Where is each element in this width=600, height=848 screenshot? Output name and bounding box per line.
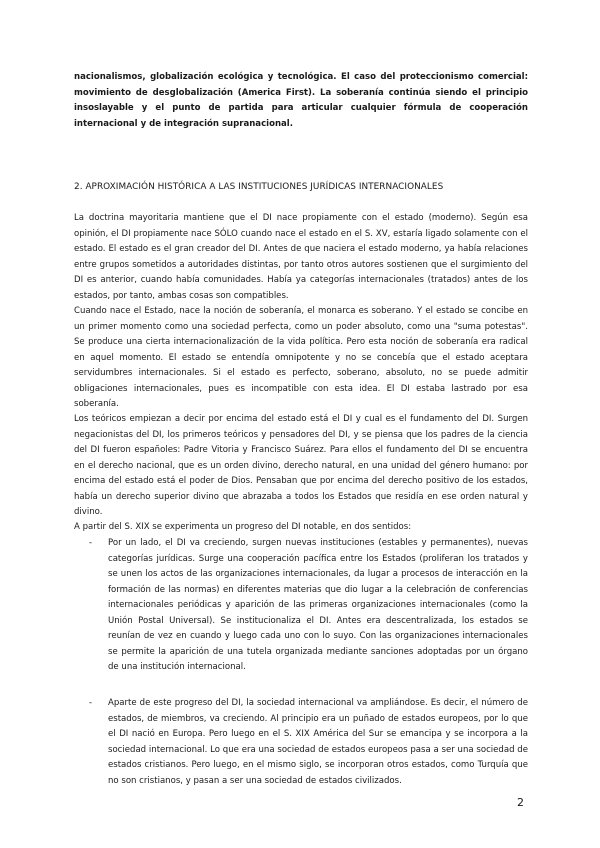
intro-paragraph: nacionalismos, globalización ecológica y tecnológica. El caso del proteccionismo comercial: movimiento de desglobalización (America First). La soberanía continúa siendo el principio insoslayable y el punto de partida para articular cualquier fórmula de cooperación internacional y de integración supranacional. (74, 72, 528, 129)
page-number: 2 (517, 796, 524, 809)
paragraph-2: Cuando nace el Estado, nace la noción de soberanía, el monarca es soberano. Y el estado se concibe en un primer momento como una sociedad perfecta, como un poder absoluto, como una "suma potestas". Se produce una cierta internacionalización de la vida política. Pero esta noción de soberanía era radical en aquel momento. El estado se entendía omnipotente y no se concebía que el estado aceptara servidumbres internacionales. Si el estado es perfecto, soberano, absoluto, no se puede admitir obligaciones internacionales, pues es incompatible con esta idea. El DI estaba lastrado por esa soberanía. (74, 306, 528, 409)
section-heading: 2. APROXIMACIÓN HISTÓRICA A LAS INSTITUCIONES JURÍDICAS INTERNACIONALES (74, 182, 444, 192)
list-item-text: Aparte de este progreso del DI, la sociedad internacional va ampliándose. Es decir, el número de estados, de miembros, va creciendo. Al principio era un puñado de estados europeos, por lo que el DI nació en Europa. Pero luego en el S. XIX América del Sur se emancipa y se incorpora a la sociedad internacional. Lo que era una sociedad de estados europeos pasa a ser una sociedad de estados cristianos. Pero luego, en el mismo siglo, se incorporan otros estados, como Turquía que no son cristianos, y pasan a ser una sociedad de estados civilizados. (108, 698, 528, 786)
list-bullet: - (89, 538, 93, 548)
paragraph-3: Los teóricos empiezan a decir por encima del estado está el DI y cual es el fundamento del DI. Surgen negacionistas del DI, los primeros teóricos y pensadores del DI, y se piensa que los padres de la ciencia del DI fueron españoles: Padre Vitoria y Francisco Suárez. Para ellos el fundamento del DI se encuentra en el derecho nacional, que es un orden divino, derecho natural, en una unidad del género humano: por encima del estado está el poder de Dios. Pensaban que por encima del derecho positivo de los estados, había un derecho superior divino que abrazaba a todos los Estados que residía en ese orden natural y divino. (74, 414, 528, 517)
paragraph-1: La doctrina mayoritaria mantiene que el DI nace propiamente con el estado (moderno). Según esa opinión, el DI propiamente nace SÓLO cuando nace el estado en el S. XV, estaría ligado solamente con el estado. El estado es el gran creador del DI. Antes de que naciera el estado moderno, ya había relaciones entre grupos sometidos a autoridades distintas, por tanto otros autores sostienen que el surgimiento del DI es anterior, cuando había comunidades. Había ya categorías internacionales (tratados) antes de los estados, por tanto, ambas cosas son compatibles. (74, 213, 528, 301)
paragraph-4: A partir del S. XIX se experimenta un progreso del DI notable, en dos sentidos: (74, 522, 412, 532)
list-item-text: Por un lado, el DI va creciendo, surgen nuevas instituciones (estables y permanentes), nuevas categorías jurídicas. Surge una cooperación pacífica entre los Estados (proliferan los tratados y se unen los actos de las organizaciones internacionales, da lugar a procesos de interacción en la formación de las normas) en diferentes materias que dio lugar a la celebración de conferencias internacionales periódicas y aparición de las primeras organizaciones internacionales (como la Unión Postal Universal). Se institucionaliza el DI. Antes era descentralizada, los estados se reunían de vez en cuando y luego cada uno con lo suyo. Con las organizaciones internacionales se permite la aparición de una tutela organizada mediante sanciones adoptadas por un órgano de una institución internacional. (108, 538, 528, 672)
list-bullet: - (89, 698, 93, 708)
